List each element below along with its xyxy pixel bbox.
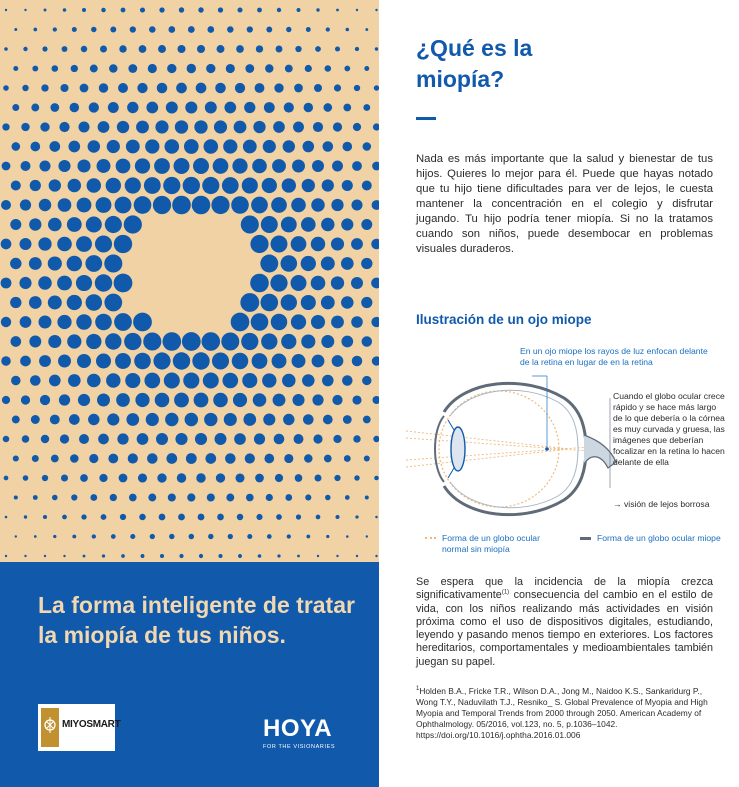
legend-normal-label: Forma de un globo ocular normal sin miopía <box>442 533 540 554</box>
myosmart-logo-text: MIYOSMART <box>62 719 121 730</box>
callout-blurry-vision: → visión de lejos borrosa <box>613 499 710 509</box>
hoya-logo-tagline: FOR THE VISIONARIES <box>263 744 336 750</box>
reference-marker: 1 <box>416 686 420 693</box>
hoya-logo <box>263 717 335 750</box>
myosmart-logo <box>38 704 121 751</box>
illustration-title: Ilustración de un ojo miope <box>416 312 592 327</box>
callout-focus-note: En un ojo miope los rayos de luz enfocan delante de la retina en lugar de en la retina <box>520 346 708 367</box>
legend-solid-key-icon <box>580 537 591 540</box>
dot-pattern-graphic <box>0 0 379 562</box>
legend-dotted-key-icon <box>425 537 436 539</box>
callout-eyeball-growth: Cuando el globo ocular crece rápido y se hace más largo de lo que debería o la córnea es muy curvada y gruesa, las imágenes que deberían focalizar en la retina lo hacen delante de ella <box>613 391 725 467</box>
incidence-paragraph <box>416 576 713 669</box>
halftone-dot-pattern <box>0 0 379 562</box>
reference-text: Holden B.A., Fricke T.R., Wilson D.A., Jong M., Naidoo K.S., Sankaridurg P., Wong T.Y., Naduvilath T.J., Resniko_ S. Global Prevalence of Myopia and High Myopia and Temporal Trends from 2000 through 2050. American Academy of Ophthalmology. 05/2016, vol.123, no. 5, p.1036–1042. https://doi.org/10.1016/j.ophtha.2016.01.006 <box>416 686 708 740</box>
blue-footer-panel <box>0 562 379 787</box>
footnote-marker: (1) <box>501 589 510 596</box>
legend-myopic-label: Forma de un globo ocular miope <box>597 533 721 543</box>
tagline: La forma inteligente de tratar la miopía de tus niños. <box>38 592 355 648</box>
page-title: ¿Qué es la miopía? <box>416 35 533 92</box>
incidence-text-start: Se espera que la incidencia de la miopía crezca significativamente <box>416 576 713 602</box>
myosmart-badge-icon <box>41 708 59 747</box>
myopic-eye-illustration <box>404 340 724 570</box>
hoya-logo-wordmark: HOYA <box>263 715 333 742</box>
reference-footnote <box>416 686 713 741</box>
title-underline <box>416 117 436 120</box>
incidence-text-end: consecuencia del cambio en el estilo de vida, con los niños realizando más actividades en visión próxima como el uso de dispositivos digitales, estudiando, leyendo y pasando menos tiempo en exteriores. Los factores hereditarios, comportamentales y medioambientales también juegan su papel. <box>416 589 713 668</box>
intro-paragraph: Nada es más importante que la salud y bienestar de tus hijos. Quieres lo mejor para él. Puede que hayas notado que tu hijo tiene dificultades para ver de lejos, le cuesta mantener la concentración en el colegio y disfrutar jugando. Tu hijo podría tener miopía. Si no la tratamos cuando son niños, puede desembocar en problemas visuales duraderos. <box>416 153 713 255</box>
